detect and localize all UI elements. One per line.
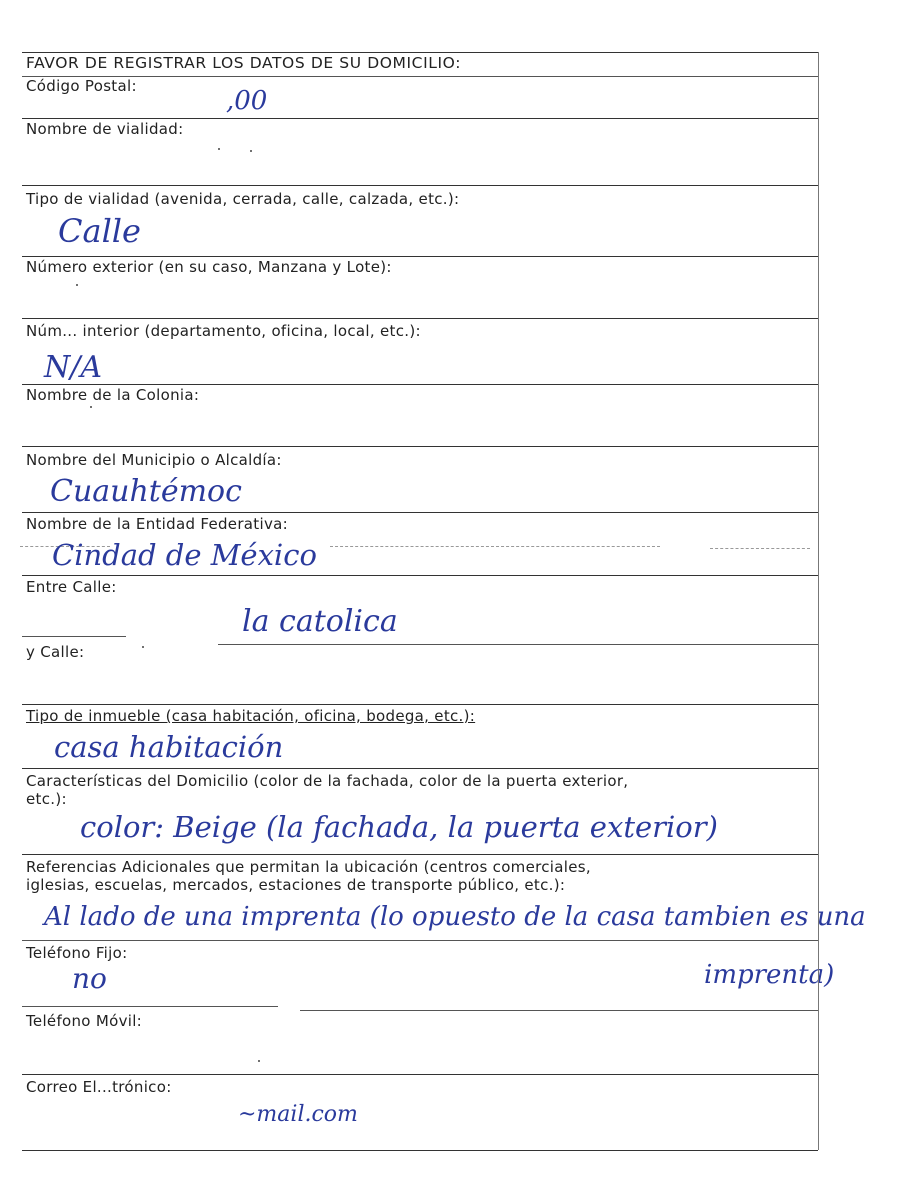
property-type-label: Tipo de inmueble (casa habitación, oficina, bodega, etc.): [26,707,476,725]
divider [22,1074,818,1075]
neighborhood-label: Nombre de la Colonia: [26,386,200,404]
exterior-number-label: Número exterior (en su caso, Manzana y Lote): [26,258,392,276]
property-type-value[interactable]: casa habitación [54,730,284,764]
between-street-label: Entre Calle: [26,578,117,596]
characteristics-label-line2: etc.): [26,790,67,808]
landline-label: Teléfono Fijo: [26,944,128,962]
divider [22,446,818,447]
email-label: Correo El...trónico: [26,1078,172,1096]
municipality-value[interactable]: Cuauhtémoc [50,474,242,509]
divider [22,185,818,186]
divider [22,768,818,769]
divider [22,76,818,77]
divider [22,1150,818,1151]
characteristics-label-line1: Características del Domicilio (color de la fachada, color de la puerta exterior, [26,772,629,790]
divider [300,1010,818,1011]
between-street-value[interactable]: la catolica [242,604,398,639]
scan-artifact [710,548,810,549]
landline-value[interactable]: no [72,962,107,995]
speck [142,646,144,648]
divider [22,118,818,119]
references-value-line2[interactable]: imprenta) [704,960,835,990]
speck [76,284,78,286]
street-type-label: Tipo de vialidad (avenida, cerrada, calle, calzada, etc.): [26,190,460,208]
divider [22,636,126,637]
postal-code-value[interactable]: ,00 [226,86,268,116]
right-border [818,52,819,1150]
references-label-line2: iglesias, escuelas, mercados, estaciones de transporte público, etc.): [26,876,566,894]
mobile-label: Teléfono Móvil: [26,1012,143,1030]
and-street-label: y Calle: [26,643,85,661]
characteristics-value[interactable]: color: Beige (la fachada, la puerta exterior) [80,810,718,844]
form-title: FAVOR DE REGISTRAR LOS DATOS DE SU DOMICILIO: [26,54,462,72]
state-label: Nombre de la Entidad Federativa: [26,515,288,533]
street-type-value[interactable]: Calle [58,212,141,250]
divider [22,854,818,855]
street-name-label: Nombre de vialidad: [26,120,184,138]
divider [22,256,818,257]
interior-number-label: Núm... interior (departamento, oficina, local, etc.): [26,322,421,340]
speck [250,150,252,152]
speck [90,406,92,408]
scan-artifact [330,546,660,547]
interior-number-value[interactable]: N/A [44,350,103,385]
divider [22,940,818,941]
state-value[interactable]: Cindad de México [52,538,317,572]
municipality-label: Nombre del Municipio o Alcaldía: [26,451,282,469]
speck [218,148,220,150]
references-value-line1[interactable]: Al lado de una imprenta (lo opuesto de la casa tambien es una [44,902,866,932]
references-label-line1: Referencias Adicionales que permitan la ubicación (centros comerciales, [26,858,591,876]
postal-code-label: Código Postal: [26,77,137,95]
divider [22,318,818,319]
divider [22,575,818,576]
speck [258,1060,260,1062]
divider [22,384,818,385]
email-value[interactable]: ~mail.com [238,1102,358,1127]
divider [22,512,818,513]
divider [22,704,818,705]
divider [22,1006,278,1007]
divider [218,644,818,645]
divider [22,52,818,53]
